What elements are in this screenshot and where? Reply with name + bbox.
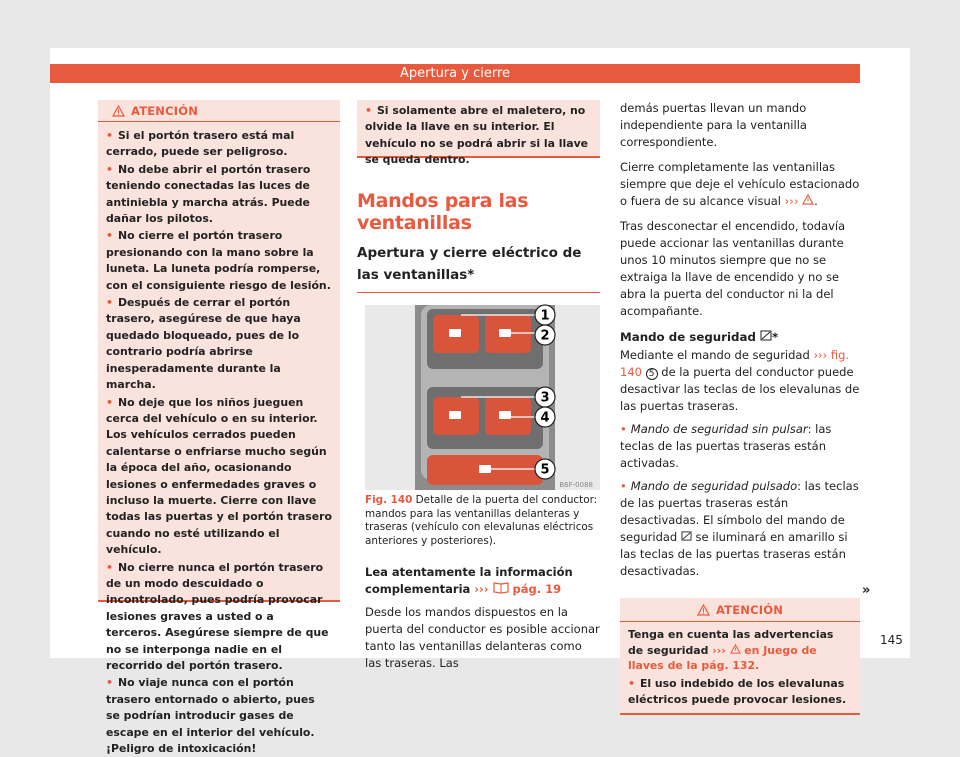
continue-mark: » xyxy=(862,583,871,598)
read-more-arrow: ››› xyxy=(474,582,489,596)
warning-item: • Después de cerrar el portón trasero, asegúrese de que haya quedado bloqueado, pues de lo contrario podría abrirse inesperadamente durante la marcha. xyxy=(98,295,340,393)
bullet-item xyxy=(620,421,860,472)
note-box xyxy=(357,100,600,167)
column-2 xyxy=(357,100,600,672)
safety-heading xyxy=(620,330,860,344)
warning-box xyxy=(620,598,860,715)
warning-item: • No deje que los niños jueguen cerca del vehículo o en su interior. Los vehículos cerrados pueden calentarse o enfriarse mucho según la época del año, ocasionando lesiones o enfermedades graves o incluso la muerte. Cierre con llave todas las puertas y el portón trasero cuando no esté utilizando el vehículo. xyxy=(98,395,340,559)
paragraph: Desde los mandos dispuestos en la puerta del conductor es posible accionar tanto las ventanillas delanteras como las traseras. Las xyxy=(365,605,600,670)
page-number: 145 xyxy=(880,633,903,647)
paragraph: Tras desconectar el encendido, todavía puede accionar las ventanillas durante unos 10 minutos siempre que no se extraiga la llave de encendido y no se abra la puerta del conductor ni la del acompañante. xyxy=(620,219,846,318)
window-controls-illustration xyxy=(365,305,600,490)
warning-body xyxy=(620,622,860,713)
paragraph-text: Mediante el mando de seguridad xyxy=(620,348,810,362)
section-subheading: Apertura y cierre eléctrico de las ventanillas* xyxy=(357,242,600,293)
warning-box xyxy=(98,100,340,756)
book-icon[interactable] xyxy=(493,581,509,593)
ref-arrow: ››› xyxy=(712,643,726,657)
read-more-text: Lea atentamente la información complementaria xyxy=(365,565,573,596)
section-heading: Mandos para las ventanillas xyxy=(357,190,529,234)
bullet-item xyxy=(620,478,860,580)
warning-icon[interactable] xyxy=(802,194,814,205)
warning-icon xyxy=(112,105,125,117)
window-lock-icon xyxy=(681,531,692,541)
window-lock-icon xyxy=(760,330,772,341)
bullet-term: Mando de seguridad sin pulsar xyxy=(630,422,808,436)
warning-header xyxy=(98,100,340,122)
figure-caption xyxy=(357,494,600,548)
read-more xyxy=(357,564,600,598)
callout-number: 5 xyxy=(540,462,550,478)
warning-item: • No debe abrir el portón trasero teniendo conectadas las luces de antiniebla y marcha atrás. Puede dañar los pilotos. xyxy=(98,162,340,228)
figure-ref-link[interactable]: ››› fig. 140 xyxy=(620,348,850,379)
caption-label: Fig. 140 xyxy=(365,494,413,506)
bullet-term: Mando de seguridad pulsado xyxy=(630,479,798,493)
warning-item: • No cierre nunca el portón trasero de un modo descuidado o incontrolado, pues podría provocar lesiones graves a usted o a terceros. Asegúrese siempre de que no se interponga nadie en el recorrido del portón trasero. xyxy=(98,560,340,675)
figure-window-controls xyxy=(365,305,600,490)
read-more-page-link[interactable]: pág. 19 xyxy=(512,582,562,596)
page-header: Apertura y cierre xyxy=(50,64,860,83)
warning-list xyxy=(98,122,340,757)
paragraph-text: de la puerta del conductor puede desactivar las teclas de los elevalunas de las puertas traseras. xyxy=(620,365,860,413)
paragraph xyxy=(620,347,860,415)
callout-number: 2 xyxy=(540,328,550,344)
callout-number: 1 xyxy=(540,308,550,324)
bullet-text: se iluminará en amarillo si las teclas de las puertas traseras están desactivadas. xyxy=(620,530,848,578)
ref-arrow: ››› xyxy=(784,194,799,208)
warning-title: ATENCIÓN xyxy=(131,103,199,118)
paragraph: Cierre completamente las ventanillas siempre que deje el vehículo estacionado o fuera de su alcance visual ››› . xyxy=(620,160,860,208)
warning-text: Tenga en cuenta las advertencias de seguridad xyxy=(628,628,834,657)
paragraph-text: Cierre completamente las ventanillas siempre que deje el vehículo estacionado o fuera de su alcance visual xyxy=(620,160,860,208)
warning-icon[interactable] xyxy=(730,644,741,654)
callout-number: 5 xyxy=(646,368,658,380)
warning-link[interactable]: en Juego de llaves de la pág. 132. xyxy=(628,643,817,672)
safety-star: * xyxy=(772,330,779,344)
bullet-text: : las teclas de las puertas traseras están desactivadas. El símbolo del mando de seguridad xyxy=(620,479,859,544)
warning-header xyxy=(620,598,860,622)
warning-item: • Si el portón trasero está mal cerrado, puede ser peligroso. xyxy=(98,128,340,161)
callout-number: 3 xyxy=(540,390,550,406)
callout-number: 4 xyxy=(540,410,550,426)
safety-title: Mando de seguridad xyxy=(620,330,756,344)
warning-item: • El uso indebido de los elevalunas eléctricos puede provocar lesiones. xyxy=(628,676,852,709)
warning-title: ATENCIÓN xyxy=(715,602,784,617)
warning-icon xyxy=(697,604,710,616)
caption-text: Detalle de la puerta del conductor: mandos para las ventanillas delanteras y traseras (vehículo con elevalunas eléctricos anteriores y posteriores). xyxy=(365,494,598,547)
warning-item: • No viaje nunca con el portón trasero entornado o abierto, pues se podrían introducir gases de escape en el interior del vehículo. ¡Peligro de intoxicación! xyxy=(98,675,340,757)
paragraph: demás puertas llevan un mando independiente para la ventanilla correspondiente. xyxy=(620,101,807,149)
figure-code: B6F-0088 xyxy=(559,481,593,489)
bullet-text: : las teclas de las puertas traseras están activadas. xyxy=(620,422,832,470)
warning-item: • No cierre el portón trasero presionando con la mano sobre la luneta. La luneta podría romperse, con el consiguiente riesgo de lesión. xyxy=(98,228,340,294)
note-item: • Si solamente abre el maletero, no olvide la llave en su interior. El vehículo no se podrá abrir si la llave se queda dentro. xyxy=(365,103,590,169)
column-3 xyxy=(620,100,860,715)
